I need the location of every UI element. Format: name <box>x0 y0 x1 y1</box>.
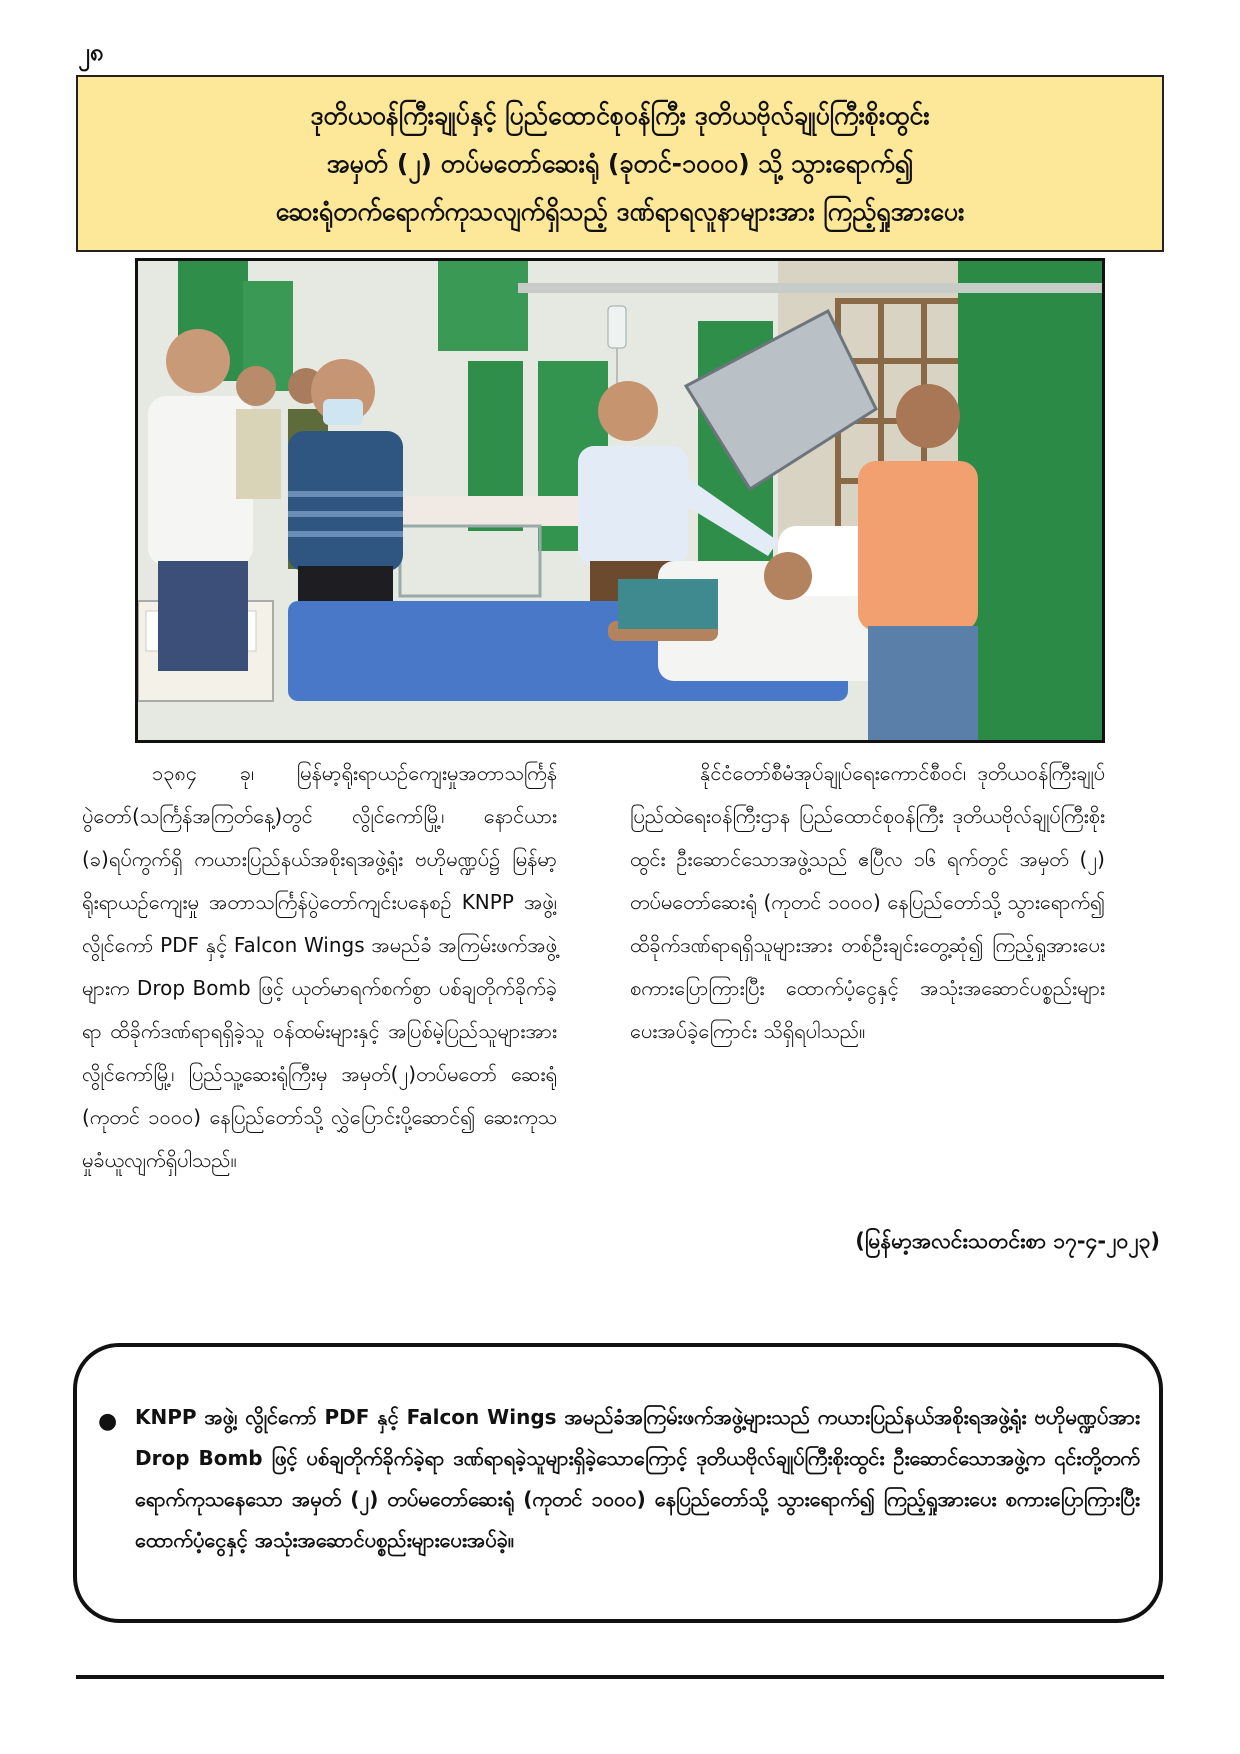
news-photo <box>135 258 1105 743</box>
article-paragraph-2: နိုင်ငံတော်စီမံအုပ်ချုပ်ရေးကောင်စီဝင်၊ ဒုတိယဝန်ကြီးချုပ် ပြည်ထဲရေးဝန်ကြီးဌာန ပြည်ထောင်စုဝန်ကြီး ဒုတိယဗိုလ်ချုပ်ကြီးစိုးထွင်း ဦးဆောင်သောအဖွဲ့သည် ဧပြီလ ၁၆ ရက်တွင် အမှတ် (၂) တပ်မတော်ဆေးရုံ (ကုတင် ၁၀၀၀) နေပြည်တော်သို့ သွားရောက်၍ ထိခိုက်ဒဏ်ရာရရှိသူများအား တစ်ဦးချင်းတွေ့ဆုံ၍ ကြည့်ရှုအားပေးစကားပြောကြားပြီး ထောက်ပံ့ငွေနှင့် အသုံးအဆောင်ပစ္စည်းများပေးအပ်ခဲ့ကြောင်း သိရှိရပါသည်။ <box>630 761 1105 1043</box>
hospital-ward-visit-photo <box>138 261 1102 740</box>
headline-line-3: ဆေးရုံတက်ရောက်ကုသလျက်ရှိသည့် ဒဏ်ရာရလူနာများအား ကြည့်ရှုအားပေး <box>275 196 965 226</box>
article-column-right <box>630 752 1105 1053</box>
headline-line-2: အမှတ် (၂) တပ်မတော်ဆေးရုံ (ခုတင်-၁၀၀၀) သို့ သွားရောက်၍ <box>326 148 914 178</box>
source-citation: (မြန်မာ့အလင်းသတင်းစာ ၁၇-၄-၂၀၂၃) <box>855 1229 1160 1253</box>
headline-box <box>76 75 1164 252</box>
article-column-left <box>82 752 557 1182</box>
headline-line-1: ဒုတိယဝန်ကြီးချုပ်နှင့် ပြည်ထောင်စုဝန်ကြီး ဒုတိယဗိုလ်ချုပ်ကြီးစိုးထွင်း <box>310 100 930 130</box>
page-number: ၂၈ <box>78 38 104 66</box>
article-paragraph-1: ၁၃၈၄ ခု၊ မြန်မာ့ရိုးရာယဉ်ကျေးမှုအတာသင်္ကြန်ပွဲတော်(သင်္ကြန်အကြတ်နေ့)တွင် လွိုင်ကော်မြို့၊ နောင်ယား (ခ)ရပ်ကွက်ရှိ ကယားပြည်နယ်အစိုးရအဖွဲ့ရုံး ဗဟိုမဏ္ဍပ်၌ မြန်မာ့ရိုးရာယဉ်ကျေးမှု အတာသင်္ကြန်ပွဲတော်ကျင်းပနေစဉ် KNPP အဖွဲ့၊ လွိုင်ကော် PDF နှင့် Falcon Wings အမည်ခံ အကြမ်းဖက်အဖွဲ့များက Drop Bomb ဖြင့် ယုတ်မာရက်စက်စွာ ပစ်ချတိုက်ခိုက်ခဲ့ရာ ထိခိုက်ဒဏ်ရာရရှိခဲ့သူ ဝန်ထမ်းများနှင့် အပြစ်မဲ့ပြည်သူများအား လွိုင်ကော်မြို့၊ ပြည်သူ့ဆေးရုံကြီးမှ အမှတ်(၂)တပ်မတော် ဆေးရုံ (ကုတင် ၁၀၀၀) နေပြည်တော်သို့ လွှဲပြောင်းပို့ဆောင်၍ ဆေးကုသမှုခံယူလျက်ရှိပါသည်။ <box>82 761 557 1172</box>
footer-divider <box>76 1675 1164 1679</box>
summary-text: KNPP အဖွဲ့၊ လွိုင်ကော် PDF နှင့် Falcon Wings အမည်ခံအကြမ်းဖက်အဖွဲ့များသည် ကယားပြည်နယ်အစိုးရအဖွဲ့ရုံး ဗဟိုမဏ္ဍပ်အား Drop Bomb ဖြင့် ပစ်ချတိုက်ခိုက်ခဲ့ရာ ဒဏ်ရာရခဲ့သူများရှိခဲ့သောကြောင့် ဒုတိယဗိုလ်ချုပ်ကြီးစိုးထွင်း ဦးဆောင်သောအဖွဲ့က ၎င်းတို့တက်ရောက်ကုသနေသော အမှတ် (၂) တပ်မတော်ဆေးရုံ (ကုတင် ၁၀၀၀) နေပြည်တော်သို့ သွားရောက်၍ ကြည့်ရှုအားပေး စကားပြောကြားပြီး ထောက်ပံ့ငွေနှင့် အသုံးအဆောင်ပစ္စည်းများပေးအပ်ခဲ့။ <box>135 1405 1140 1552</box>
bullet-icon: ● <box>98 1409 118 1434</box>
